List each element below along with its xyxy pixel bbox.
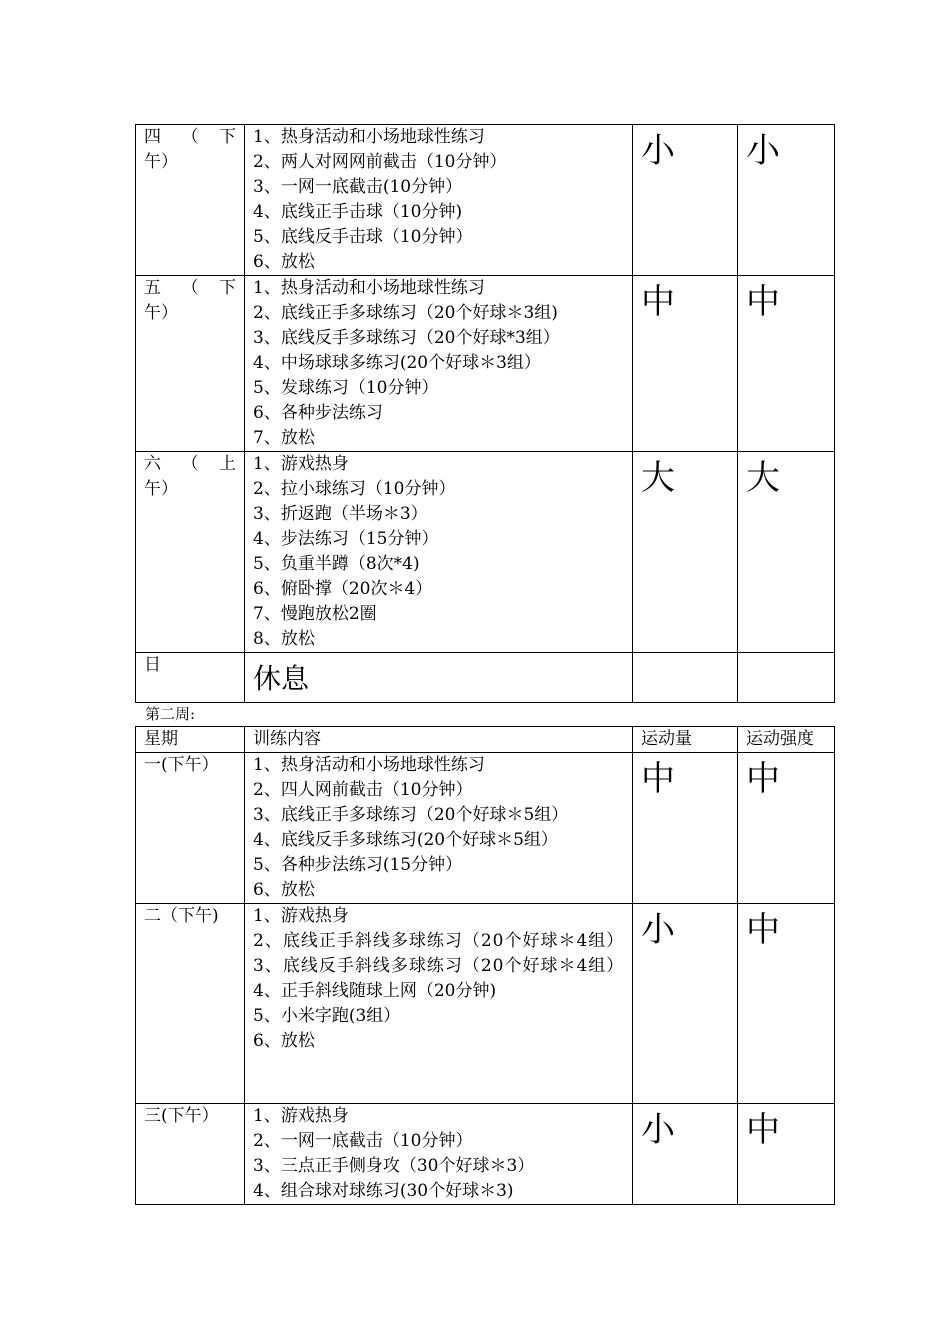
intensity-value: 中 — [746, 759, 780, 799]
list-item: 1、游戏热身 — [253, 454, 349, 474]
volume-cell — [633, 125, 738, 276]
content-cell — [245, 452, 633, 653]
header-intensity: 运动强度 — [738, 727, 835, 753]
day-label: 午） — [144, 303, 178, 323]
table-header-row — [136, 727, 835, 753]
week1-schedule-table — [135, 124, 835, 703]
list-item: 7、放松 — [253, 428, 315, 448]
table-row — [136, 1104, 835, 1205]
intensity-value: 中 — [746, 282, 780, 322]
header-volume: 运动量 — [633, 727, 738, 753]
rest-label: 休息 — [253, 662, 310, 695]
content-cell — [245, 904, 633, 1104]
list-item: 1、热身活动和小场地球性练习 — [253, 755, 485, 775]
list-item: 5、底线反手击球（10分钟） — [253, 227, 473, 247]
intensity-cell — [738, 125, 835, 276]
intensity-value: 大 — [746, 458, 780, 498]
day-cell — [136, 753, 245, 904]
day-label: 午） — [144, 152, 178, 172]
table-row — [136, 904, 835, 1104]
volume-cell — [633, 452, 738, 653]
list-item: 6、放松 — [253, 880, 315, 900]
day-cell — [136, 125, 245, 276]
list-item: 4、底线反手多球练习(20个好球＊5组） — [253, 830, 558, 850]
intensity-cell — [738, 276, 835, 452]
volume-cell — [633, 753, 738, 904]
day-label: 四（下 — [144, 127, 236, 147]
list-item: 2、一网一底截击（10分钟） — [253, 1131, 473, 1151]
volume-value: 小 — [641, 131, 675, 171]
list-item: 2、两人对网网前截击（10分钟） — [253, 152, 507, 172]
intensity-cell — [738, 452, 835, 653]
table-row — [136, 753, 835, 904]
list-item: 3、折返跑（半场＊3） — [253, 504, 428, 524]
volume-cell — [633, 1104, 738, 1205]
table-row — [136, 452, 835, 653]
volume-value: 中 — [641, 282, 675, 322]
day-label: 一(下午） — [144, 755, 219, 775]
list-item: 5、各种步法练习(15分钟） — [253, 855, 463, 875]
day-label: 日 — [144, 655, 161, 675]
content-cell — [245, 276, 633, 452]
list-item: 3、一网一底截击(10分钟） — [253, 177, 463, 197]
table-row — [136, 276, 835, 452]
list-item: 3、三点正手侧身攻（30个好球＊3） — [253, 1156, 535, 1176]
list-item: 1、游戏热身 — [253, 1106, 349, 1126]
volume-value: 大 — [641, 458, 675, 498]
list-item: 3、底线正手多球练习（20个好球＊5组） — [253, 805, 569, 825]
intensity-cell — [738, 753, 835, 904]
day-cell — [136, 452, 245, 653]
list-item: 4、步法练习（15分钟） — [253, 529, 439, 549]
volume-cell — [633, 904, 738, 1104]
intensity-value: 小 — [746, 131, 780, 171]
intensity-cell — [738, 653, 835, 703]
intensity-cell — [738, 1104, 835, 1205]
list-item: 8、放松 — [253, 629, 315, 649]
day-label: 午） — [144, 479, 178, 499]
list-item: 2、底线正手斜线多球练习（20个好球＊4组） — [253, 931, 625, 951]
header-content: 训练内容 — [245, 727, 633, 753]
content-cell — [245, 1104, 633, 1205]
week2-schedule-table — [135, 726, 835, 1205]
list-item: 1、游戏热身 — [253, 906, 349, 926]
list-item: 6、放松 — [253, 1031, 315, 1051]
day-label: 二（下午) — [144, 906, 219, 926]
list-item: 5、发球练习（10分钟） — [253, 378, 439, 398]
list-item: 4、底线正手击球（10分钟) — [253, 202, 463, 222]
content-cell — [245, 753, 633, 904]
day-cell — [136, 653, 245, 703]
intensity-cell — [738, 904, 835, 1104]
list-item: 1、热身活动和小场地球性练习 — [253, 278, 485, 298]
list-item: 6、俯卧撑（20次＊4） — [253, 579, 433, 599]
table-row — [136, 653, 835, 703]
volume-value: 小 — [641, 910, 675, 950]
list-item: 2、四人网前截击（10分钟） — [253, 780, 473, 800]
day-cell — [136, 1104, 245, 1205]
list-item: 2、拉小球练习（10分钟） — [253, 479, 456, 499]
volume-cell — [633, 276, 738, 452]
content-cell — [245, 125, 633, 276]
volume-value: 小 — [641, 1110, 675, 1150]
list-item: 6、各种步法练习 — [253, 403, 383, 423]
day-label: 三(下午） — [144, 1106, 219, 1126]
list-item: 5、小米字跑(3组） — [253, 1006, 401, 1026]
list-item: 6、放松 — [253, 252, 315, 272]
volume-value: 中 — [641, 759, 675, 799]
list-item: 1、热身活动和小场地球性练习 — [253, 127, 485, 147]
header-day: 星期 — [136, 727, 245, 753]
week2-label: 第二周: — [145, 705, 196, 723]
day-label: 六（上 — [144, 454, 236, 474]
list-item: 2、底线正手多球练习（20个好球＊3组) — [253, 303, 558, 323]
list-item: 5、负重半蹲（8次*4) — [253, 554, 420, 574]
list-item: 7、慢跑放松2圈 — [253, 604, 377, 624]
intensity-value: 中 — [746, 910, 780, 950]
list-item: 4、组合球对球练习(30个好球＊3) — [253, 1181, 514, 1201]
content-cell — [245, 653, 633, 703]
list-item: 4、正手斜线随球上网（20分钟) — [253, 981, 497, 1001]
list-item: 3、底线反手斜线多球练习（20个好球＊4组） — [253, 956, 625, 976]
list-item: 4、中场球球多练习(20个好球＊3组） — [253, 353, 541, 373]
day-cell — [136, 904, 245, 1104]
volume-cell — [633, 653, 738, 703]
intensity-value: 中 — [746, 1110, 780, 1150]
list-item: 3、底线反手多球练习（20个好球*3组） — [253, 328, 560, 348]
day-label: 五（下 — [144, 278, 236, 298]
day-cell — [136, 276, 245, 452]
table-row — [136, 125, 835, 276]
